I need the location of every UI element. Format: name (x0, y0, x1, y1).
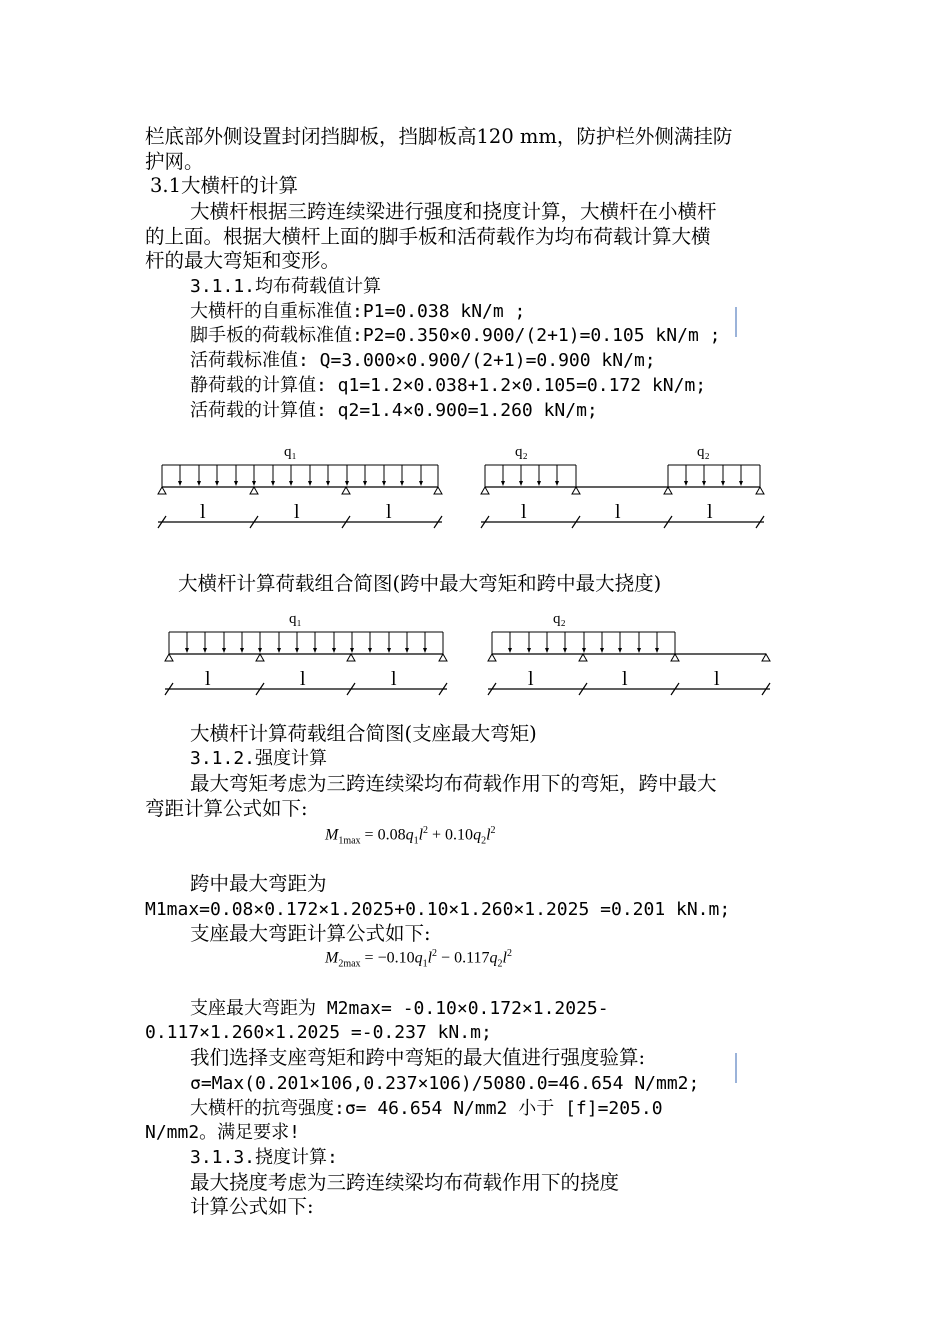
para-line: 跨中最大弯距为 (190, 872, 327, 895)
value-line: 静荷载的计算值: q1=1.2×0.038+1.2×0.105=0.172 kN/m; (190, 375, 707, 396)
load-label-q2: q₂ (697, 444, 710, 460)
value-line: N/mm2。满足要求! (145, 1122, 301, 1143)
supports (158, 487, 442, 494)
value-line: 活荷载的计算值: q2=1.4×0.900=1.260 kN/m; (190, 400, 598, 421)
load-label-q1: q₁ (289, 611, 302, 627)
beam-diagram-q2-outer-spans (475, 438, 775, 538)
para-line: 的上面。根据大横杆上面的脚手板和活荷载作为均布荷载计算大横 (145, 225, 711, 248)
beam-diagram-q2-two-spans (480, 605, 780, 700)
section-heading-3-1-2: 3.1.2.强度计算 (190, 748, 328, 769)
para-line: 最大挠度考虑为三跨连续梁均布荷载作用下的挠度 (190, 1171, 620, 1194)
span-label: l (622, 668, 628, 690)
span-label: l (300, 668, 306, 690)
value-line: 脚手板的荷载标准值:P2=0.350×0.900/(2+1)=0.105 kN/m ; (190, 325, 721, 346)
section-heading-3-1-1: 3.1.1.均布荷载值计算 (190, 276, 382, 297)
value-line: 大横杆的自重标准值:P1=0.038 kN/m ; (190, 301, 526, 322)
text-cursor (735, 1053, 737, 1083)
span-label: l (294, 501, 300, 523)
para-line: 计算公式如下: (190, 1195, 314, 1218)
span-label: l (386, 501, 392, 523)
load-label-q2: q₂ (515, 444, 528, 460)
para-line: 最大弯矩考虑为三跨连续梁均布荷载作用下的弯矩，跨中最大 (190, 772, 717, 795)
para-line: 栏底部外侧设置封闭挡脚板，挡脚板高120 mm，防护栏外侧满挂防 (145, 125, 733, 148)
span-label: l (391, 668, 397, 690)
value-line: 活荷载标准值: Q=3.000×0.900/(2+1)=0.900 kN/m; (190, 350, 656, 371)
para-line: 我们选择支座弯矩和跨中弯矩的最大值进行强度验算: (190, 1046, 646, 1069)
value-line: σ=Max(0.201×106,0.237×106)/5080.0=46.654 N/mm2; (190, 1073, 700, 1094)
section-heading-3-1: 3.1大横杆的计算 (150, 174, 299, 197)
span-label: l (200, 501, 206, 523)
text-cursor (735, 307, 737, 337)
value-line: 支座最大弯距为 M2max= -0.10×0.172×1.2025- (190, 998, 609, 1019)
load-label-q2: q₂ (553, 611, 566, 627)
value-line: 0.117×1.260×1.2025 =-0.237 kN.m; (145, 1022, 492, 1043)
para-line: 大横杆根据三跨连续梁进行强度和挠度计算，大横杆在小横杆 (190, 200, 717, 223)
span-label: l (714, 668, 720, 690)
para-line: 支座最大弯距计算公式如下: (190, 922, 431, 945)
para-line: 护网。 (145, 150, 204, 173)
formula-m1max: $M_{1max} = 0.08q_1l^2 + 0.10q_2l^2$ (325, 825, 496, 847)
section-heading-3-1-3: 3.1.3.挠度计算: (190, 1147, 338, 1168)
beam-diagram-q1-full-support (155, 605, 455, 700)
diagram-caption: 大横杆计算荷载组合简图(支座最大弯矩) (190, 722, 537, 745)
span-label: l (707, 501, 713, 523)
para-line: 杆的最大弯矩和变形。 (145, 249, 341, 272)
value-line: 大横杆的抗弯强度:σ= 46.654 N/mm2 小于 [f]=205.0 (190, 1098, 663, 1119)
span-label: l (528, 668, 534, 690)
load-label-q1: q₁ (284, 444, 297, 460)
para-line: 弯距计算公式如下: (145, 797, 308, 820)
load-arrows (180, 465, 421, 483)
span-label: l (615, 501, 621, 523)
span-label: l (521, 501, 527, 523)
diagram-caption: 大横杆计算荷载组合简图(跨中最大弯矩和跨中最大挠度) (178, 572, 662, 595)
span-label: l (205, 668, 211, 690)
value-line: M1max=0.08×0.172×1.2025+0.10×1.260×1.2025 =0.201 kN.m; (145, 899, 731, 920)
formula-m2max: $M_{2max} = -0.10q_1l^2 - 0.117q_2l^2$ (325, 948, 512, 970)
beam-diagram-q1-full (150, 438, 450, 538)
